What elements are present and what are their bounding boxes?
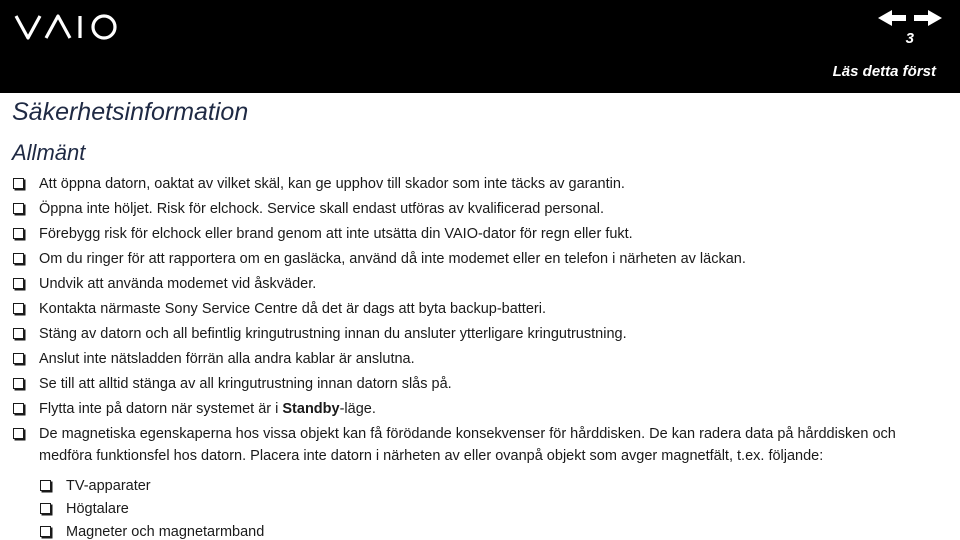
vaio-logo [14,10,124,44]
checkbox-bullet-icon [13,203,24,214]
list-item [12,298,952,320]
list-item-text: Stäng av datorn och all befintlig kringutrustning innan du ansluter ytterligare kringutrustning. [39,326,627,342]
checkbox-bullet-icon [40,526,51,537]
arrow-right-icon[interactable] [914,10,942,26]
checkbox-bullet-icon [13,353,24,364]
page-navigation [878,10,942,28]
checkbox-bullet-icon [13,278,24,289]
checkbox-bullet-icon [40,503,51,514]
section-label[interactable]: Läs detta först [832,63,936,80]
list-item [12,198,952,220]
list-item-text: Förebygg risk för elchock eller brand genom att inte utsätta din VAIO-dator för regn eller fukt. [39,226,633,242]
sub-list-item [39,475,952,497]
safety-list [12,173,952,540]
sub-list-item-text: Magneter och magnetarmband [66,524,265,540]
sub-list-item-text: TV-apparater [66,478,151,494]
subsection-title: Allmänt [12,140,86,165]
list-item [12,223,952,245]
checkbox-bullet-icon [13,178,24,189]
list-item-text: Anslut inte nätsladden förrän alla andra kablar är anslutna. [39,351,415,367]
list-item [12,273,952,295]
list-item-text: Öppna inte höljet. Risk för elchock. Service skall endast utföras av kvalificerad personal. [39,201,604,217]
list-item-text: Undvik att använda modemet vid åskväder. [39,276,317,292]
sub-list-item [39,498,952,520]
sub-list-item-text: Högtalare [66,501,129,517]
checkbox-bullet-icon [13,228,24,239]
list-item-text: Kontakta närmaste Sony Service Centre då det är dags att byta backup-batteri. [39,301,546,317]
list-item [12,248,952,270]
sub-list-item [39,521,952,540]
list-item-text-post: -läge. [339,401,376,417]
checkbox-bullet-icon [13,328,24,339]
page-title: Säkerhetsinformation [12,98,249,126]
arrow-left-icon[interactable] [878,10,906,26]
list-item [12,173,952,195]
list-item [12,373,952,395]
list-item-text: De magnetiska egenskaperna hos vissa objekt kan få förödande konsekvenser för hårddisken. De kan radera data på hårddisken och medföra funktionsfel hos datorn. Placera inte datorn i närheten av eller ovanpå objekt som avger magnetfält, t.ex. följande: [39,426,896,464]
checkbox-bullet-icon [13,303,24,314]
checkbox-bullet-icon [40,480,51,491]
page-number: 3 [905,30,914,47]
list-item-text-pre: Flytta inte på datorn när systemet är i [39,401,283,417]
list-item [12,323,952,345]
checkbox-bullet-icon [13,403,24,414]
list-item [12,348,952,370]
list-item [12,423,952,540]
header-bar [0,0,960,93]
checkbox-bullet-icon [13,378,24,389]
list-item [12,398,952,420]
checkbox-bullet-icon [13,428,24,439]
list-item-text: Om du ringer för att rapportera om en gasläcka, använd då inte modemet eller en telefon i närheten av läckan. [39,251,746,267]
magnetic-objects-list [39,475,952,540]
list-item-text: Att öppna datorn, oaktat av vilket skäl, kan ge upphov till skador som inte täcks av garantin. [39,176,625,192]
standby-term: Standby [282,401,340,417]
list-item-text: Se till att alltid stänga av all kringutrustning innan datorn slås på. [39,376,452,392]
checkbox-bullet-icon [13,253,24,264]
